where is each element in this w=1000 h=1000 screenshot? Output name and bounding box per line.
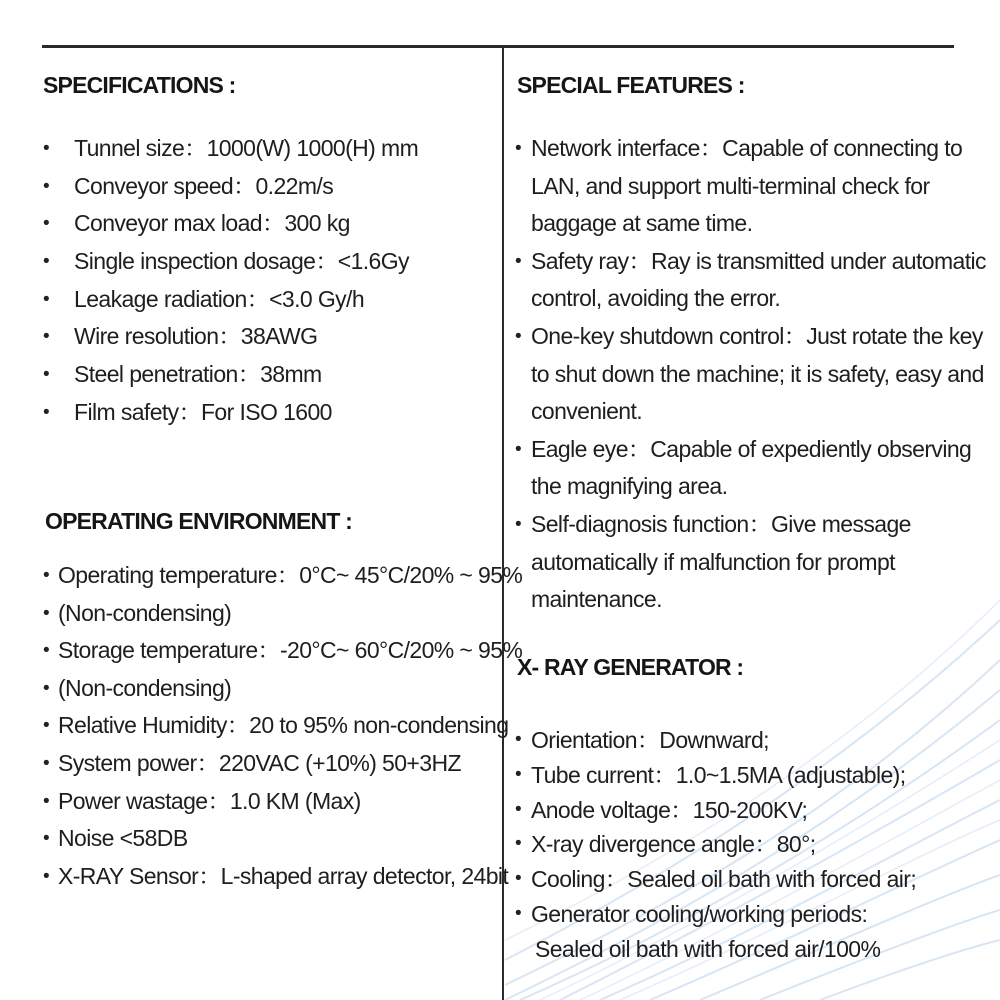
list-item: • Relative Humidity：20 to 95% non-condensing <box>58 707 522 745</box>
list-item-line: maintenance. <box>531 586 662 613</box>
list-item-line: convenient. <box>531 398 643 425</box>
list-item <box>531 793 916 828</box>
list-item: • Steel penetration：38mm <box>74 356 418 394</box>
specifications-list <box>74 130 418 432</box>
list-item-line: the magnifying area. <box>531 473 728 500</box>
special-features-list <box>531 130 986 619</box>
list-item <box>531 827 916 862</box>
list-item <box>531 897 916 967</box>
xray-generator-list <box>531 723 916 967</box>
list-item <box>531 506 986 619</box>
list-item <box>531 318 986 431</box>
list-item: • Single inspection dosage：<1.6Gy <box>74 243 418 281</box>
specifications-heading: SPECIFICATIONS : <box>43 72 236 98</box>
list-item: • Tunnel size：1000(W) 1000(H) mm <box>74 130 418 168</box>
special-features-heading: SPECIAL FEATURES : <box>517 72 745 98</box>
list-item-line: control, avoiding the error. <box>531 285 781 312</box>
list-item: • Operating temperature：0°C~ 45°C/20% ~ 95% <box>58 557 522 595</box>
list-item-line: • Self-diagnosis function：Give message <box>531 510 911 537</box>
list-item-line: Orientation：Downward; <box>531 727 769 753</box>
list-item-line: Cooling：Sealed oil bath with forced air; <box>531 866 917 893</box>
operating-environment-list <box>58 557 522 895</box>
operating-environment-heading: OPERATING ENVIRONMENT : <box>45 508 353 534</box>
list-item: • Wire resolution：38AWG <box>74 318 418 356</box>
list-item-line: • Safety ray：Ray is transmitted under automatic <box>531 247 986 274</box>
list-item <box>531 723 916 758</box>
list-item-line: Sealed oil bath with forced air/100% <box>535 935 881 962</box>
list-item: • Noise <58DB <box>58 820 522 858</box>
list-item: • Leakage radiation：<3.0 Gy/h <box>74 281 418 319</box>
list-item: • Storage temperature：-20°C~ 60°C/20% ~ 95% <box>58 632 522 670</box>
list-item <box>531 862 916 897</box>
list-item: • Film safety：For ISO 1600 <box>74 394 418 432</box>
list-item <box>531 758 916 793</box>
list-item <box>531 130 986 243</box>
list-item-line: baggage at same time. <box>531 210 753 237</box>
list-item: • System power：220VAC (+10%) 50+3HZ <box>58 745 522 783</box>
list-item-line: Tube current：1.0~1.5MA (adjustable); <box>531 761 906 788</box>
list-item: • X-RAY Sensor：L-shaped array detector, 24bit <box>58 858 522 896</box>
top-rule <box>42 45 954 48</box>
list-item: • Power wastage：1.0 KM (Max) <box>58 783 522 821</box>
list-item-line: X-ray divergence angle：80°; <box>531 831 816 858</box>
list-item-line: Anode voltage：150-200KV; <box>531 796 808 823</box>
list-item: • (Non-condensing) <box>58 595 522 633</box>
list-item-line: automatically if malfunction for prompt <box>531 548 895 575</box>
list-item <box>531 243 986 318</box>
list-item-line: to shut down the machine; it is safety, easy and <box>531 360 984 387</box>
list-item-line: Generator cooling/working periods: <box>531 900 868 927</box>
list-item: • Conveyor speed：0.22m/s <box>74 168 418 206</box>
list-item-line: • Eagle eye：Capable of expediently observing <box>531 435 972 462</box>
xray-generator-heading: X- RAY GENERATOR : <box>517 654 744 680</box>
list-item-line: LAN, and support multi-terminal check for <box>531 172 930 199</box>
list-item-line: • One-key shutdown control：Just rotate the key <box>531 322 983 349</box>
list-item: • (Non-condensing) <box>58 670 522 708</box>
list-item: • Conveyor max load：300 kg <box>74 205 418 243</box>
list-item-line: • Network interface：Capable of connecting to <box>531 135 963 161</box>
list-item <box>531 431 986 506</box>
